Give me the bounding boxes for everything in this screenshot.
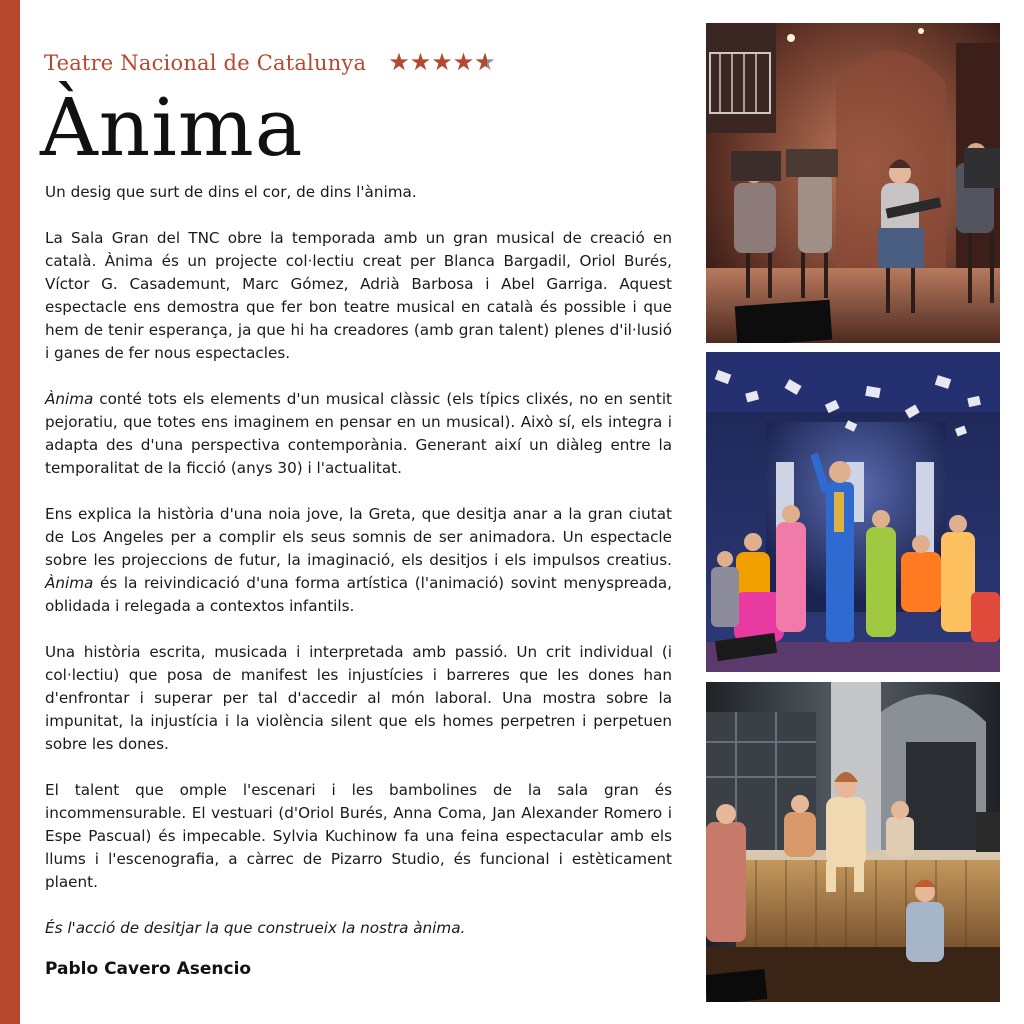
- paragraph-2-text: conté tots els elements d'un musical clàssic (els típics clixés, no en sentit pejoratiu, que totes ens imaginem en pensar en un musical). Això sí, els integra i adapta des d'una perspectiva contemporània. Generant així un diàleg entre la temporalitat de la ficció (anys 30) i l'actualitat.: [45, 390, 672, 477]
- stage-photo-2: [706, 352, 1000, 672]
- stage-photo-1: [706, 23, 1000, 343]
- venue-name: Teatre Nacional de Catalunya: [44, 51, 367, 75]
- page-title: Ànima: [40, 81, 304, 174]
- paragraph-4: Una història escrita, musicada i interpretada amb passió. Un crit individual (i col·lectiu) que posa de manifest les injustícies i barreres que les dones han d'enfrontar i superar per tal d'accedir al món laboral. Una mostra sobre la impunitat, la injustícia i la violència silent que els homes perpetren i perpetuen sobre les dones.: [45, 643, 672, 753]
- closing-quote: És l'acció de desitjar la que construeix la nostra ànima.: [45, 919, 466, 937]
- star-rating: [388, 51, 496, 75]
- header-row: [44, 48, 496, 78]
- paragraph-5: El talent que omple l'escenari i les bambolines de la sala gran és incommensurable. El vestuari (d'Oriol Burés, Anna Coma, Jan Alexander Romero i Espe Pascual) és impecable. Sylvia Kuchinow fa una feina espectacular amb els llums i l'escenografia, a càrrec de Pizarro Studio, és funcional i estèticament plaent.: [45, 781, 672, 891]
- star-icon: ★: [431, 49, 453, 76]
- star-icon: ★: [409, 49, 432, 76]
- title-emphasis: Ànima: [45, 390, 94, 408]
- star-icon: ★: [388, 49, 410, 76]
- author-name: Pablo Cavero Asencio: [45, 959, 252, 979]
- paragraph-3-text-start: Ens explica la història d'una noia jove, la Greta, que desitja anar a la gran ciutat de Los Angeles per a complir els seus somnis de ser animadora. Un espectacle sobre les projeccions de futur, la imaginació, els desitjos i els impulsos creatius.: [45, 505, 672, 569]
- tagline: Un desig que surt de dins el cor, de dins l'ànima.: [45, 183, 417, 201]
- star-icon: ★: [452, 49, 475, 76]
- paragraph-1: La Sala Gran del TNC obre la temporada amb un gran musical de creació en català. Ànima és un projecte col·lectiu creat per Blanca Bargadil, Oriol Burés, Víctor G. Casademunt, Marc Gómez, Adrià Barbosa i Abel Garriga. Aquest espectacle ens demostra que fer bon teatre musical en català és possible i que hem de tenir esperança, ja que hi ha creadores (amb gran talent) plenes d'il·lusió i ganes de fer nous espectacles.: [45, 229, 672, 362]
- left-accent-bar: [0, 0, 20, 1024]
- half-star-icon: ★ ★: [474, 51, 496, 75]
- paragraph-2: [45, 388, 672, 480]
- title-emphasis: Ànima: [45, 574, 94, 592]
- review-article: [45, 181, 672, 1004]
- paragraph-3-text-end: és la reivindicació d'una forma artística (l'animació) sovint menyspreada, oblidada i relegada a contextos infantils.: [45, 574, 672, 615]
- paragraph-3: [45, 503, 672, 618]
- stage-photo-3: [706, 682, 1000, 1002]
